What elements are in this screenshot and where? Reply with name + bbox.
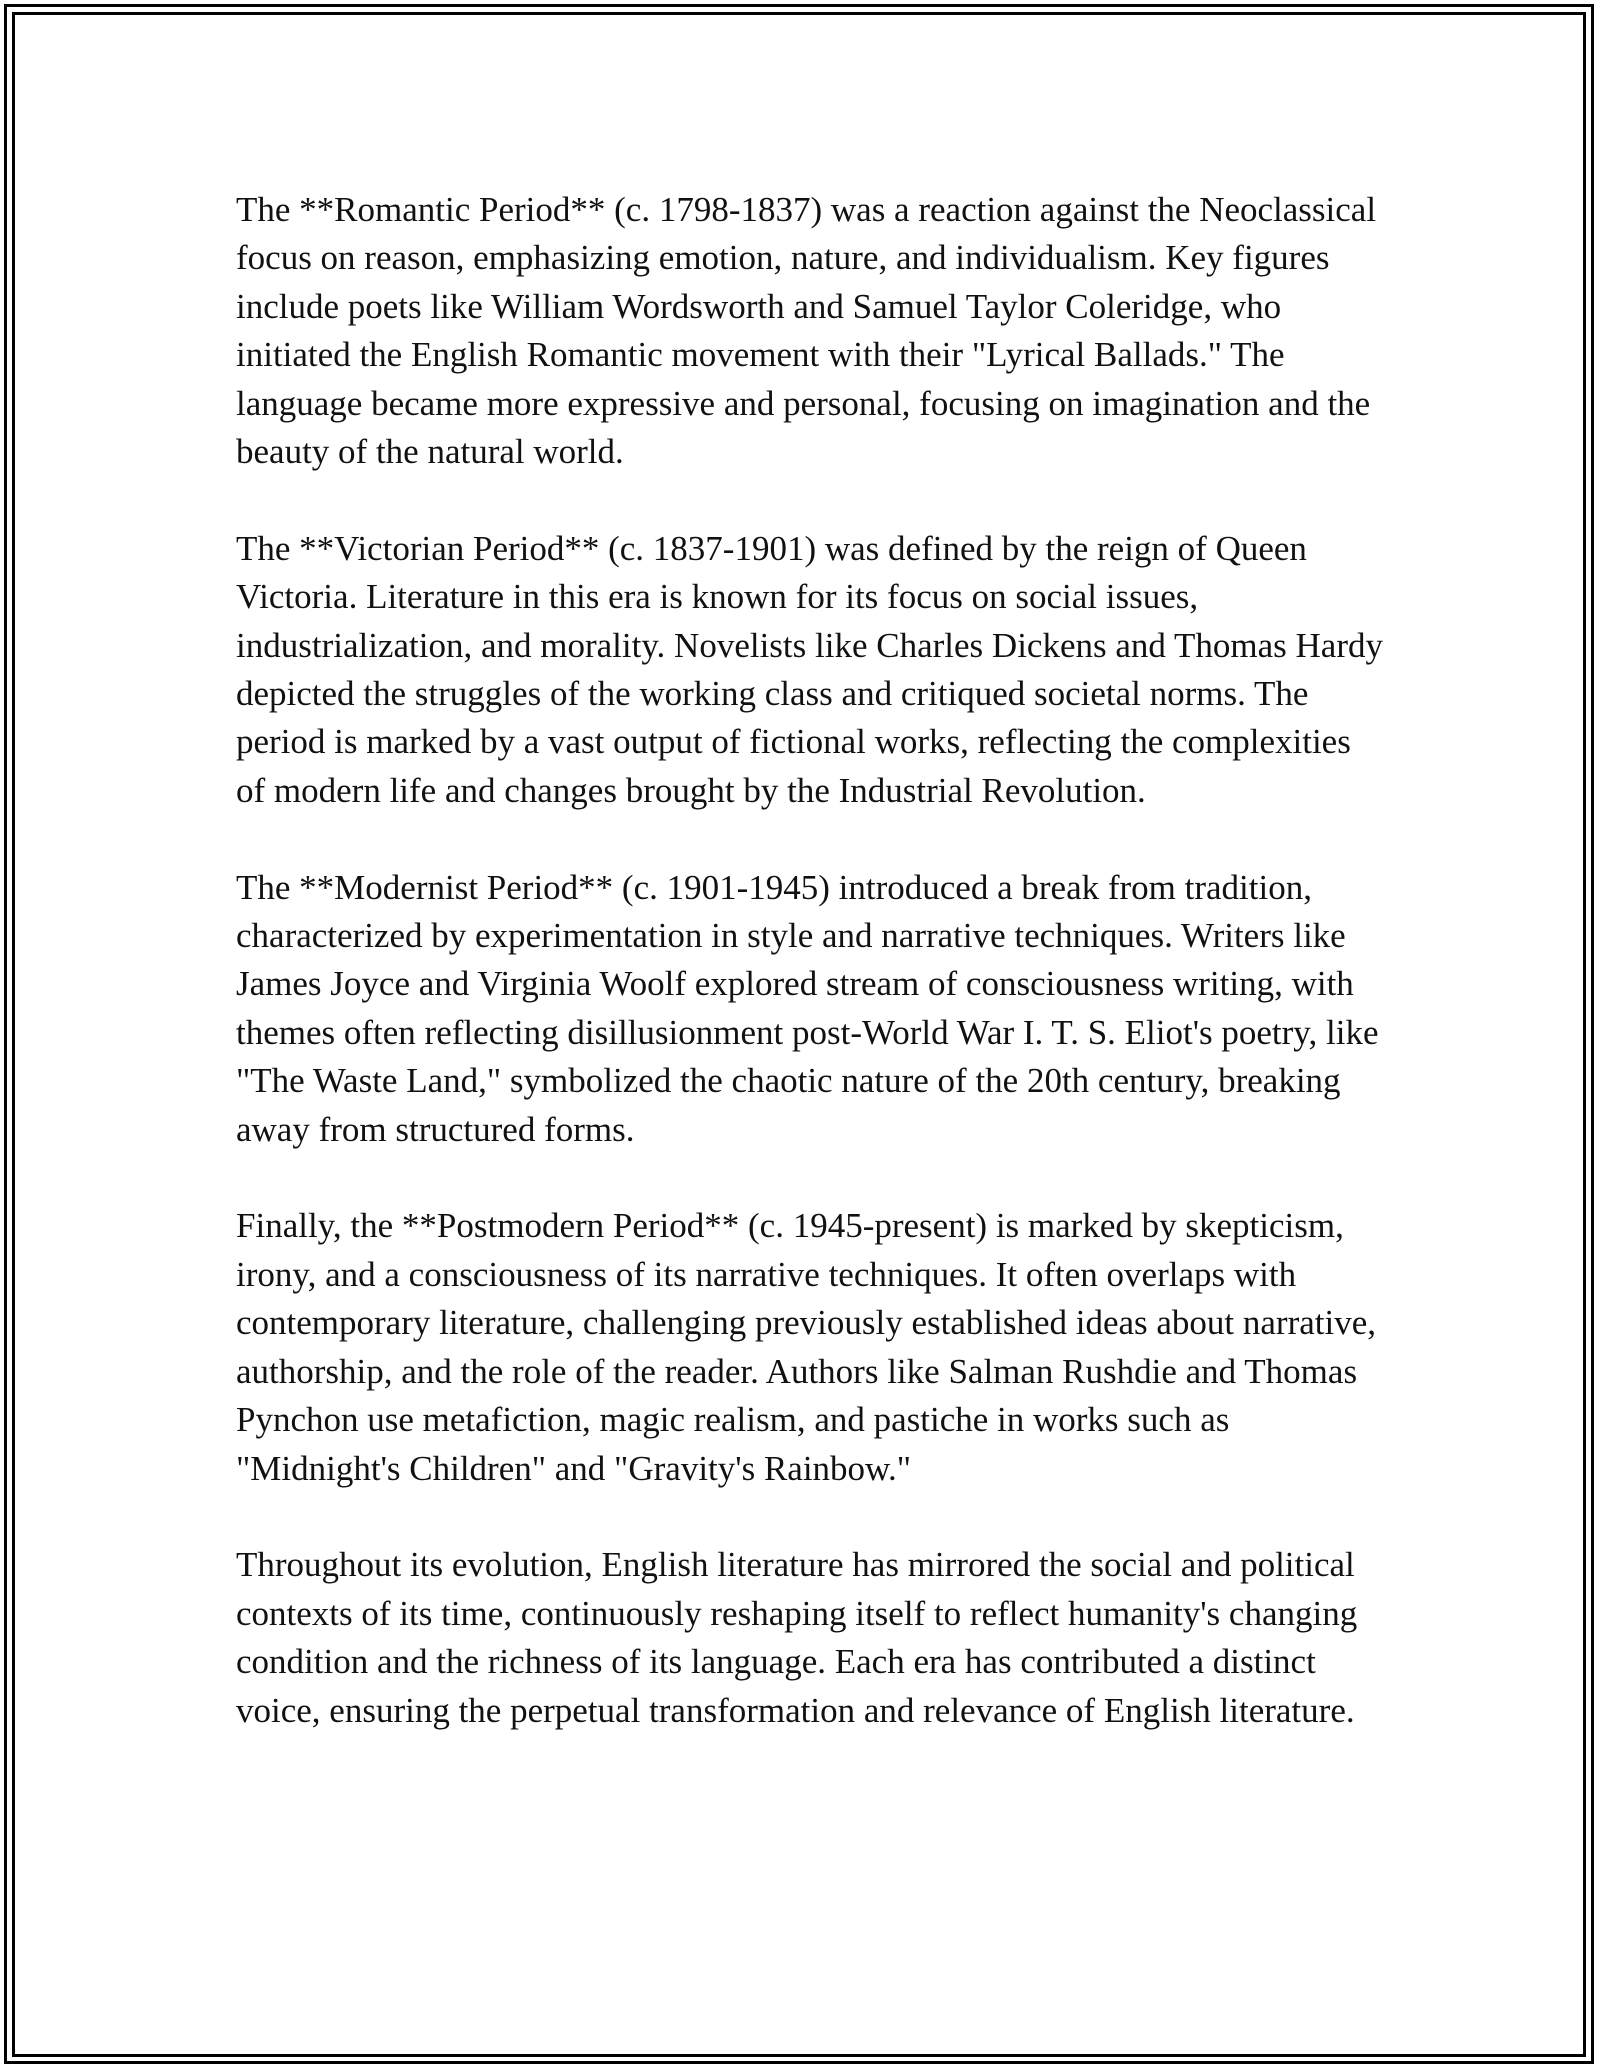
paragraph-romantic-period: The **Romantic Period** (c. 1798-1837) was a reaction against the Neoclassical focus on reason, emphasizing emotion, nature, and individualism. Key figures include poets like William Wordsworth and Samuel Taylor Coleridge, who initiated the English Romantic movement with their "Lyrical Ballads." The language became more expressive and personal, focusing on imagination and the beauty of the natural world. bbox=[236, 190, 1377, 472]
paragraph-postmodern-period: Finally, the **Postmodern Period** (c. 1945-present) is marked by skepticism, irony, and a consciousness of its narrative techniques. It often overlaps with contemporary literature, challenging previously established ideas about narrative, authorship, and the role of the reader. Authors like Salman Rushdie and Thomas Pynchon use metafiction, magic realism, and pastiche in works such as "Midnight's Children" and "Gravity's Rainbow." bbox=[236, 1206, 1377, 1488]
paragraph-victorian-period: The **Victorian Period** (c. 1837-1901) was defined by the reign of Queen Victoria. Literature in this era is known for its focus on social issues, industrialization, and morality. Novelists like Charles Dickens and Thomas Hardy depicted the struggles of the working class and critiqued societal norms. The period is marked by a vast output of fictional works, reflecting the complexities of modern life and changes brought by the Industrial Revolution. bbox=[236, 528, 1383, 810]
paragraph-modernist-period: The **Modernist Period** (c. 1901-1945) introduced a break from tradition, characterized by experimentation in style and narrative techniques. Writers like James Joyce and Virginia Woolf explored stream of consciousness writing, with themes often reflecting disillusionment post-World War I. T. S. Eliot's poetry, like "The Waste Land," symbolized the chaotic nature of the 20th century, breaking away from structured forms. bbox=[236, 867, 1379, 1149]
document-body bbox=[236, 186, 1386, 1783]
paragraph-conclusion: Throughout its evolution, English literature has mirrored the social and political contexts of its time, continuously reshaping itself to reflect humanity's changing condition and the richness of its language. Each era has contributed a distinct voice, ensuring the perpetual transformation and relevance of English literature. bbox=[236, 1545, 1358, 1730]
